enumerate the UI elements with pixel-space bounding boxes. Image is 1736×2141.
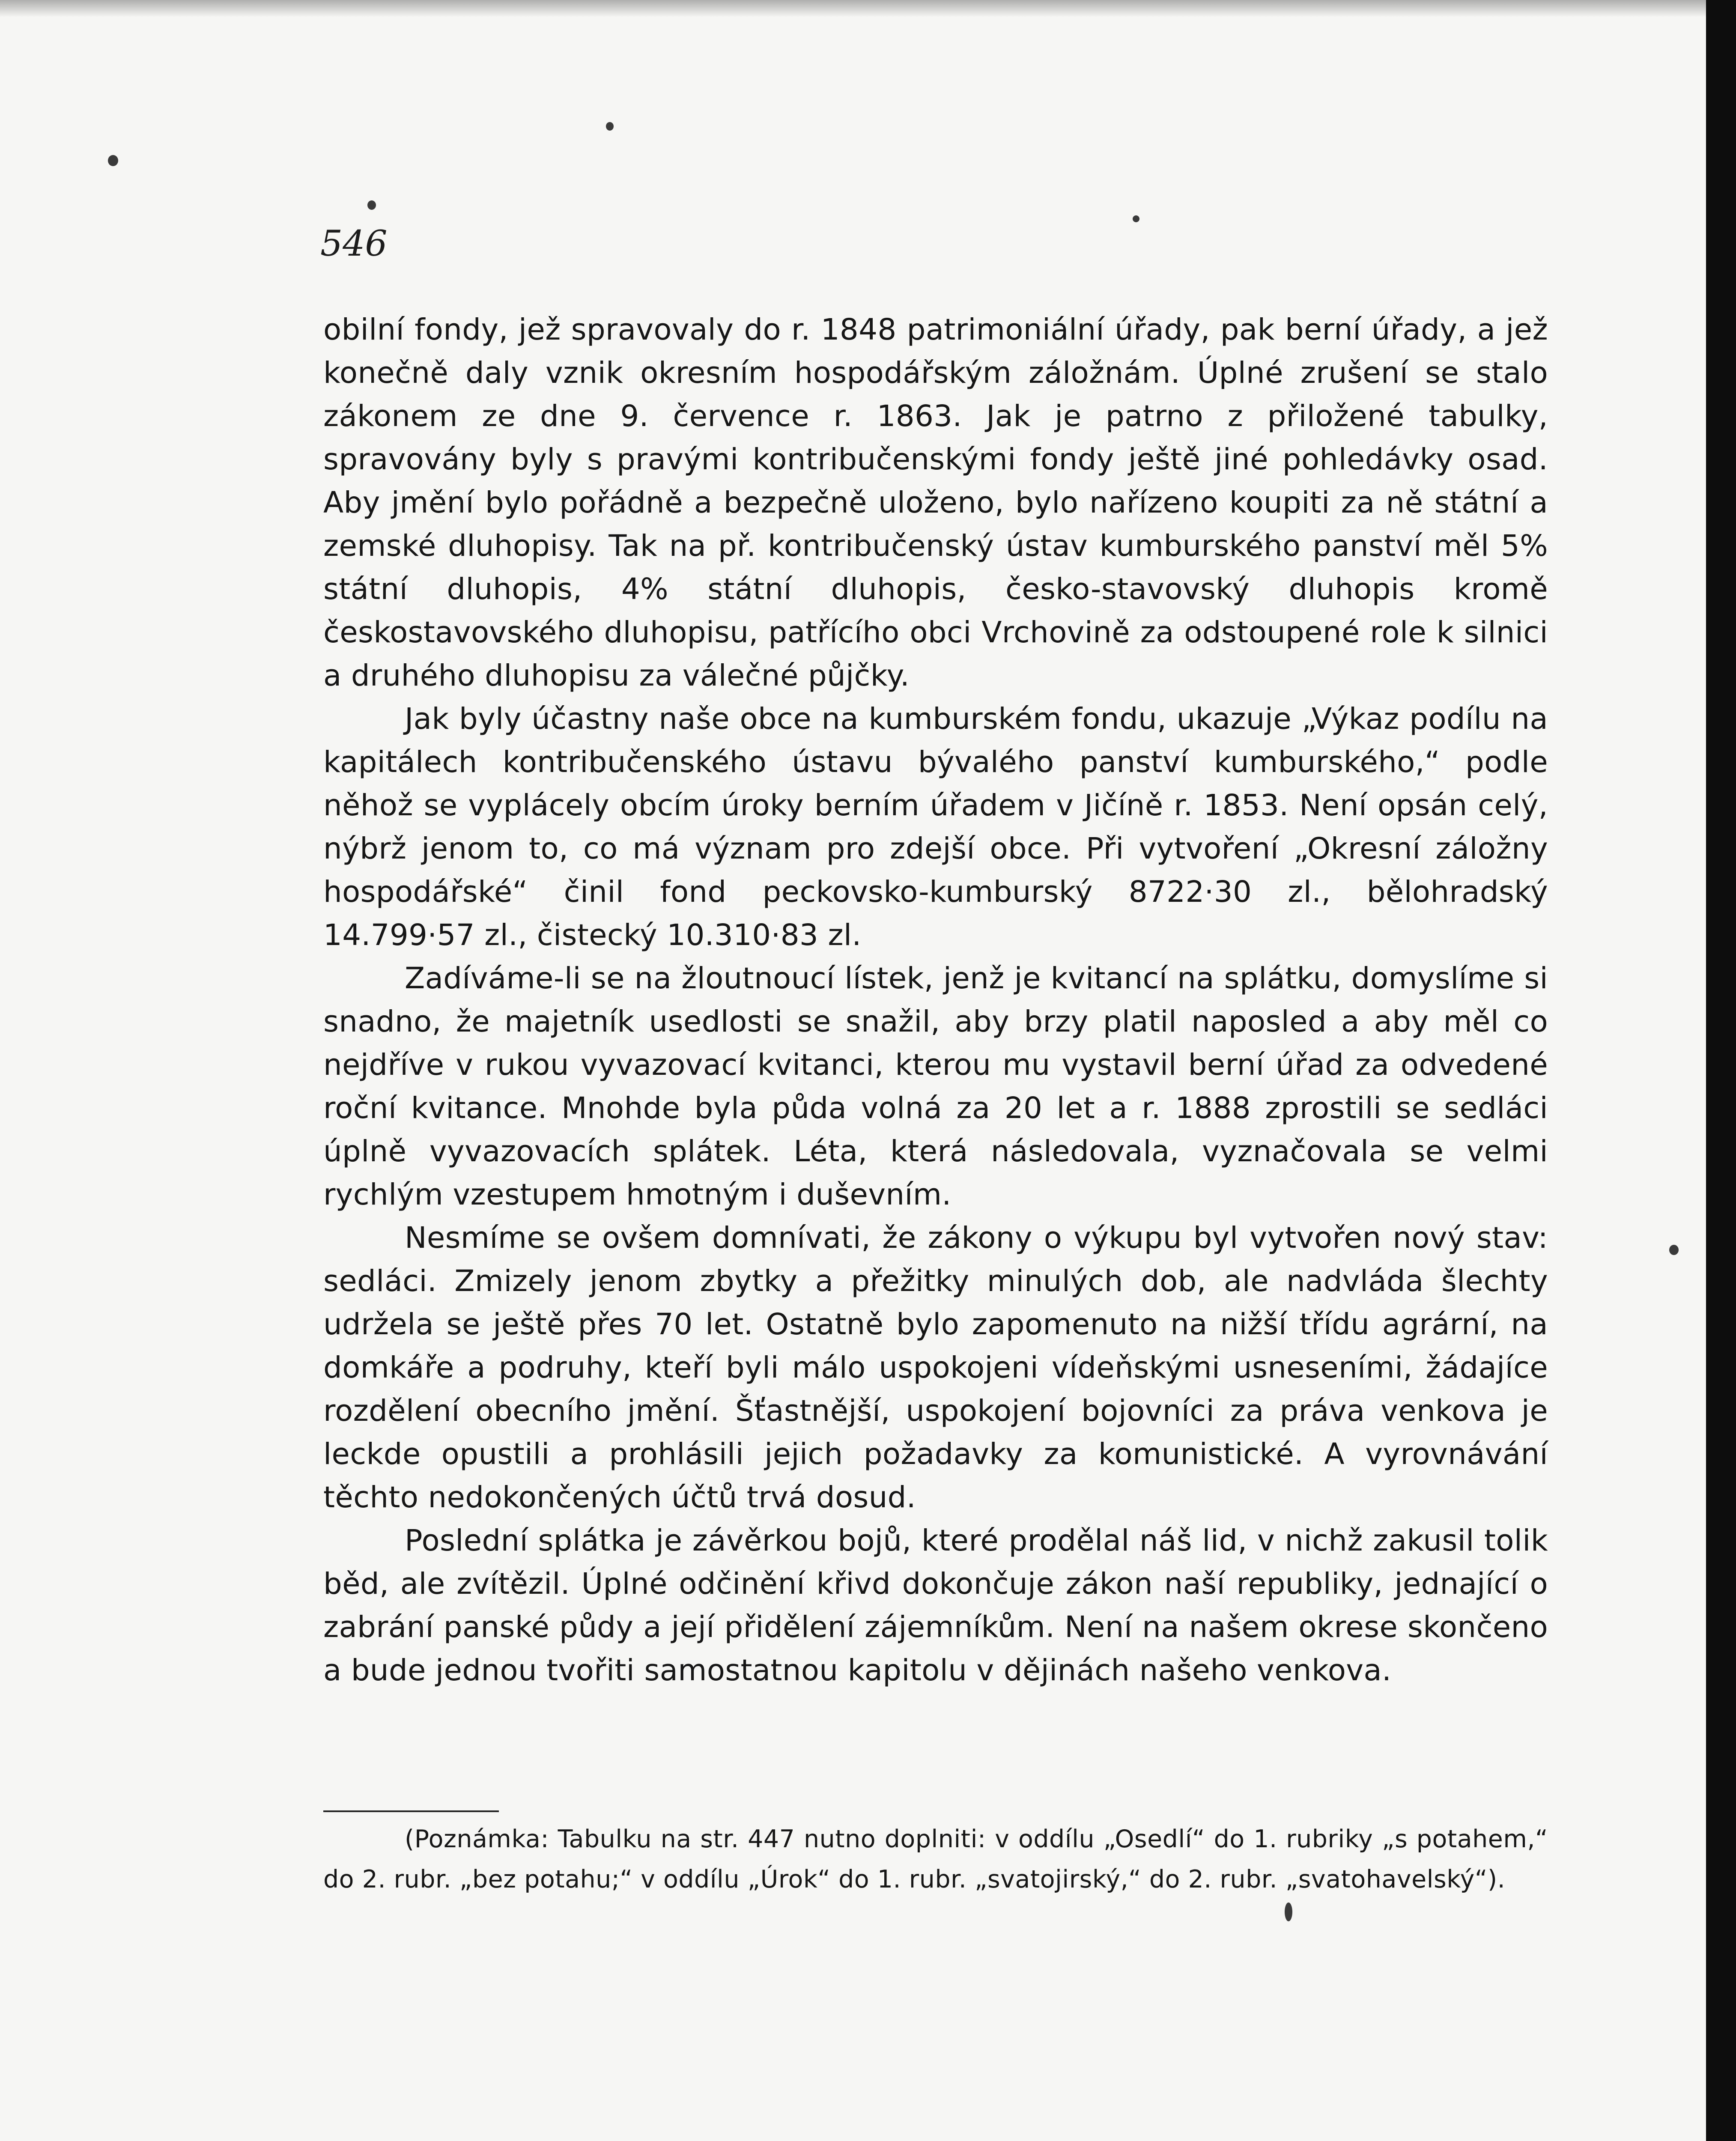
scan-speck bbox=[606, 122, 614, 131]
paragraph: Jak byly účastny naše obce na kumburském fondu, ukazuje „Výkaz podílu na kapitálech kontribučenského ústavu bývalého panství kumburského,“ podle něhož se vyplácely obcím úroky berním úřadem v Jičíně r. 1853. Není opsán celý, nýbrž jenom to, co má význam pro zdejší obce. Při vytvoření „Okresní záložny hospodářské“ činil fond peckovsko-kumburský 8722·30 zl., bělohradský 14.799·57 zl., čistecký 10.310·83 zl. bbox=[323, 702, 1548, 952]
scan-speck bbox=[108, 155, 118, 166]
page-number: 546 bbox=[320, 224, 388, 264]
footnote bbox=[323, 1819, 1548, 1899]
footnote-divider bbox=[323, 1810, 499, 1812]
scan-right-border bbox=[1706, 0, 1736, 2141]
scan-top-shadow bbox=[0, 0, 1736, 17]
scan-speck bbox=[1669, 1245, 1679, 1255]
paragraph: Poslední splátka je závěrkou bojů, které prodělal náš lid, v nichž zakusil tolik běd, ale zvítězil. Úplné odčinění křivd dokončuje zákon naší republiky, jednající o zabrání panské půdy a její přidělení zájemníkům. Není na našem okrese skončeno a bude jednou tvořiti samostatnou kapitolu v dějinách našeho venkova. bbox=[323, 1524, 1548, 1688]
scan-speck bbox=[1285, 1902, 1292, 1921]
scan-speck bbox=[367, 200, 376, 210]
paragraph: Nesmíme se ovšem domnívati, že zákony o výkupu byl vytvořen nový stav: sedláci. Zmizely jenom zbytky a přežitky minulých dob, ale nadvláda šlechty udržela se ještě přes 70 let. Ostatně bylo zapomenuto na nižší třídu agrární, na domkáře a podruhy, kteří byli málo uspokojeni vídeňskými usneseními, žádajíce rozdělení obecního jmění. Šťastnější, uspokojení bojovníci za práva venkova je leckde opustili a prohlásili jejich požadavky za komunistické. A vyrovnávání těchto nedokončených účtů trvá dosud. bbox=[323, 1221, 1548, 1515]
scan-speck bbox=[1133, 215, 1139, 222]
footnote-text: (Poznámka: Tabulku na str. 447 nutno doplniti: v oddílu „Osedlí“ do 1. rubriky „s potahem,“ do 2. rubr. „bez potahu;“ v oddílu „Úrok“ do 1. rubr. „svatojirský,“ do 2. rubr. „svatohavelský“). bbox=[323, 1825, 1548, 1894]
body-text bbox=[323, 308, 1548, 1692]
paragraph: Zadíváme-li se na žloutnoucí lístek, jenž je kvitancí na splátku, domyslíme si snadno, že majetník usedlosti se snažil, aby brzy platil naposled a aby měl co nejdříve v rukou vyvazovací kvitanci, kterou mu vystavil berní úřad za odvedené roční kvitance. Mnohde byla půda volná za 20 let a r. 1888 zprostili se sedláci úplně vyvazovacích splátek. Léta, která následovala, vyznačovala se velmi rychlým vzestupem hmotným i duševním. bbox=[323, 961, 1548, 1212]
paragraph: obilní fondy, jež spravovaly do r. 1848 patrimoniální úřady, pak berní úřady, a jež konečně daly vznik okresním hospodářským záložnám. Úplné zrušení se stalo zákonem ze dne 9. července r. 1863. Jak je patrno z přiložené tabulky, spravovány byly s pravými kontribučenskými fondy ještě jiné pohledávky osad. Aby jmění bylo pořádně a bezpečně uloženo, bylo nařízeno koupiti za ně státní a zemské dluhopisy. Tak na př. kontribučenský ústav kumburského panství měl 5% státní dluhopis, 4% státní dluhopis, česko-stavovský dluhopis kromě českostavovského dluhopisu, patřícího obci Vrchovině za odstoupené role k silnici a druhého dluhopisu za válečné půjčky. bbox=[323, 313, 1548, 693]
